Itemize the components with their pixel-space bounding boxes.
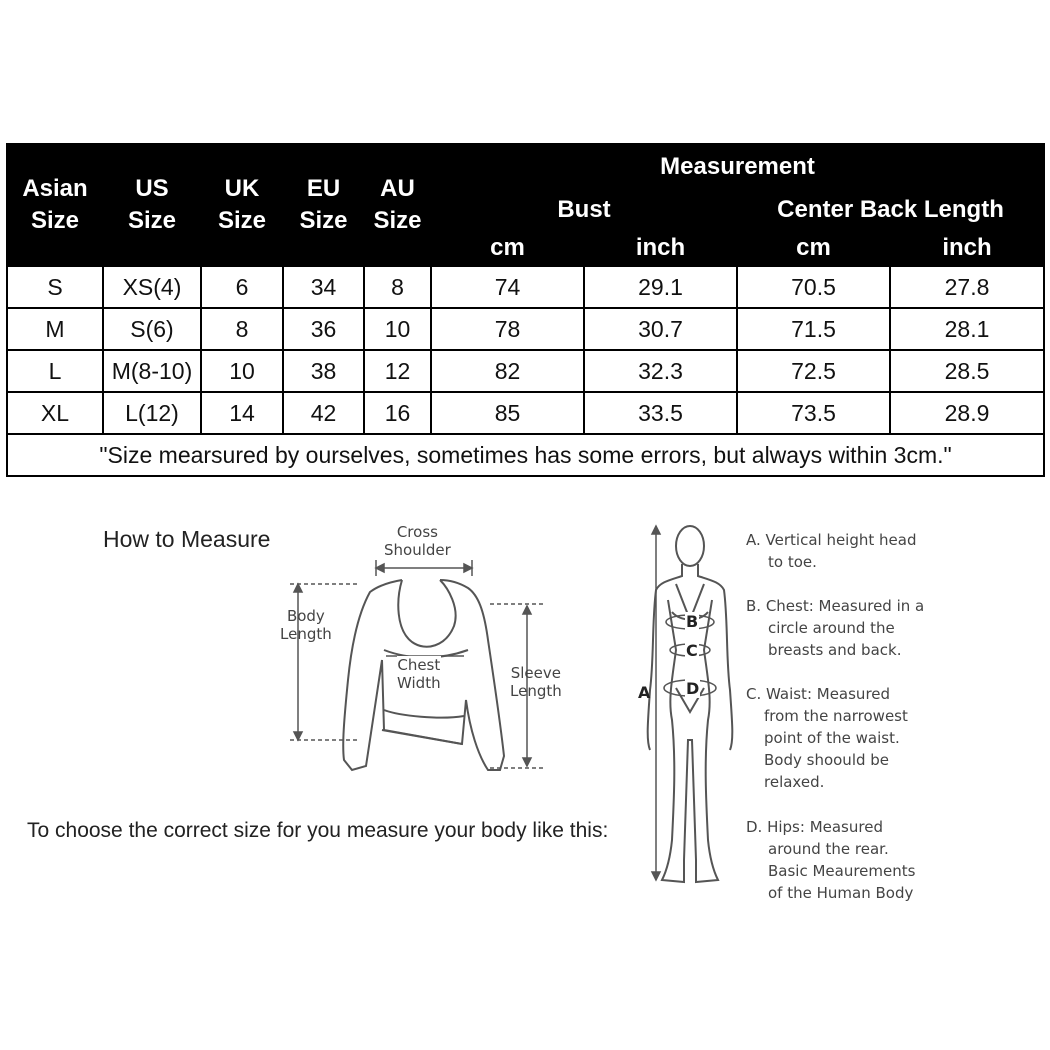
size-note: "Size mearsured by ourselves, sometimes has some errors, but always within 3cm."	[7, 434, 1044, 476]
cell-cbl-inch: 28.1	[890, 308, 1044, 350]
header-measurement: Measurement	[431, 144, 1044, 190]
cell-cbl-cm: 70.5	[737, 266, 890, 308]
header-bust-inch: inch	[584, 230, 737, 266]
cell-bust-inch: 30.7	[584, 308, 737, 350]
header-eu-size: EU Size	[283, 144, 364, 266]
cell-eu: 42	[283, 392, 364, 434]
body-label-a: A	[638, 683, 651, 702]
cell-bust-inch: 32.3	[584, 350, 737, 392]
header-bust-cm: cm	[431, 230, 584, 266]
header-asian-size: Asian Size	[7, 144, 103, 266]
cell-bust-cm: 74	[431, 266, 584, 308]
cell-asian: XL	[7, 392, 103, 434]
cell-uk: 6	[201, 266, 283, 308]
cell-us: XS(4)	[103, 266, 201, 308]
cell-au: 10	[364, 308, 431, 350]
cell-bust-inch: 33.5	[584, 392, 737, 434]
cell-us: S(6)	[103, 308, 201, 350]
body-label-b: B	[686, 612, 699, 631]
cell-cbl-inch: 28.5	[890, 350, 1044, 392]
body-label-c: C	[686, 641, 698, 660]
body-label-d: D	[686, 679, 700, 698]
cell-cbl-inch: 27.8	[890, 266, 1044, 308]
cell-bust-cm: 78	[431, 308, 584, 350]
choose-size-instruction: To choose the correct size for you measure your body like this:	[27, 819, 609, 842]
body-length-label: Body Length	[280, 607, 332, 643]
cross-shoulder-label: Cross Shoulder	[384, 523, 451, 559]
cell-bust-inch: 29.1	[584, 266, 737, 308]
cell-us: L(12)	[103, 392, 201, 434]
cell-cbl-cm: 72.5	[737, 350, 890, 392]
cell-uk: 8	[201, 308, 283, 350]
cell-bust-cm: 85	[431, 392, 584, 434]
header-au-size: AU Size	[364, 144, 431, 266]
legend-c: C. Waist: Measured from the narrowest point of the waist. Body shoould be relaxed.	[746, 685, 908, 791]
legend-a: A. Vertical height head to toe.	[746, 531, 917, 571]
cell-eu: 34	[283, 266, 364, 308]
cell-au: 16	[364, 392, 431, 434]
cell-au: 12	[364, 350, 431, 392]
header-uk-size: UK Size	[201, 144, 283, 266]
legend-b: B. Chest: Measured in a circle around the breasts and back.	[746, 597, 925, 659]
chest-width-label: Chest Width	[397, 656, 441, 692]
header-bust: Bust	[431, 190, 737, 230]
cell-uk: 14	[201, 392, 283, 434]
header-cbl-cm: cm	[737, 230, 890, 266]
cell-cbl-cm: 71.5	[737, 308, 890, 350]
cell-au: 8	[364, 266, 431, 308]
header-cbl-inch: inch	[890, 230, 1044, 266]
cell-asian: S	[7, 266, 103, 308]
legend-d: D. Hips: Measured around the rear. Basic Meaurements of the Human Body	[746, 818, 916, 902]
cell-cbl-cm: 73.5	[737, 392, 890, 434]
cell-uk: 10	[201, 350, 283, 392]
cell-cbl-inch: 28.9	[890, 392, 1044, 434]
header-center-back-length: Center Back Length	[737, 190, 1044, 230]
cell-asian: M	[7, 308, 103, 350]
header-us-size: US Size	[103, 144, 201, 266]
cell-eu: 36	[283, 308, 364, 350]
how-to-measure-heading: How to Measure	[103, 526, 271, 552]
cell-eu: 38	[283, 350, 364, 392]
cell-asian: L	[7, 350, 103, 392]
sleeve-length-label: Sleeve Length	[510, 664, 562, 700]
cell-us: M(8-10)	[103, 350, 201, 392]
cell-bust-cm: 82	[431, 350, 584, 392]
